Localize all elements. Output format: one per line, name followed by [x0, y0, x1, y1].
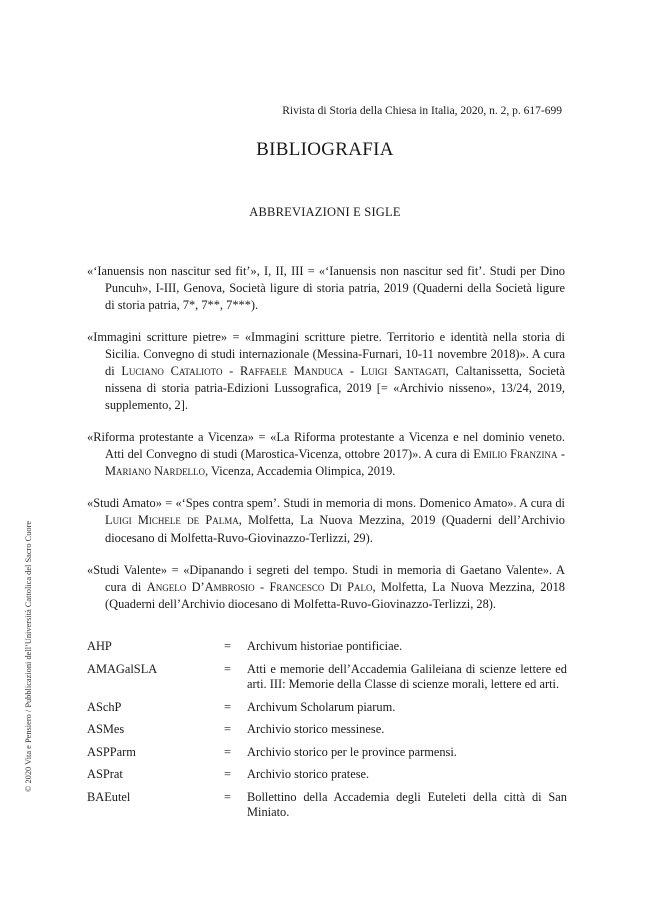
abbreviation-equals: =: [224, 744, 231, 759]
abbreviation-equals: =: [224, 639, 231, 653]
entry-text: , Molfetta, La Nuova Mezzina, 2018 (Quaderni dell’Archivio diocesano di Molfetta-Ruvo-Giovinazzo-Terlizzi, 28).: [105, 580, 566, 612]
abbreviation-row: [87, 722, 567, 738]
entry-text: , Caltanissetta, Società nissena di storia patria-Edizioni Lussografica, 2019 [= «Archivio nisseno», 13/24, 2019, supplemento, 2].: [105, 364, 565, 413]
abbreviation-key: ASPrat: [87, 767, 123, 781]
bibliography-entries: [87, 263, 565, 613]
entry-text: «Immagini scritture pietre» = «Immagini scritture pietre. Territorio e identità nella storia di Sicilia. Convegno di studi internazionale (Messina-Furnari, 10-11 novembre 2018)». A cura di: [87, 329, 565, 379]
abbreviation-key: ASchP: [87, 699, 122, 714]
abbreviation-value: Archivio storico messinese.: [247, 722, 385, 736]
abbreviation-list: [87, 639, 567, 828]
entry-editors: Luigi Michele de Palma: [105, 513, 239, 528]
abbreviation-key: AMAGalSLA: [87, 661, 158, 676]
abbreviation-row: [87, 662, 567, 693]
abbreviation-value: Archivum historiae pontificiae.: [247, 639, 403, 653]
abbreviation-equals: =: [224, 789, 231, 804]
entry-text: «‘Ianuensis non nascitur sed fit’», I, II, III = «‘Ianuensis non nascitur sed fit’. Studi per Dino Puncuh», I-III, Genova, Società ligure di storia patria, 2019 (Quaderni della Società ligure di storia patria, 7*, 7**, 7***).: [87, 264, 565, 313]
bibliography-entry: [87, 263, 565, 315]
abbreviation-equals: =: [224, 767, 231, 781]
abbreviation-value: Bollettino della Accademia degli Euteleti della città di San Miniato.: [247, 789, 567, 819]
bibliography-entry: [87, 562, 565, 614]
abbreviation-row: [87, 767, 567, 783]
abbreviation-equals: =: [224, 722, 231, 736]
entry-text: «Riforma protestante a Vicenza» = «La Riforma protestante a Vicenza e nel dominio veneto. Atti del Convegno di studi (Marostica-Vicenza, ottobre 2017)». A cura di: [87, 429, 565, 461]
abbreviation-row: [87, 639, 567, 655]
abbreviation-key: ASPParm: [87, 744, 136, 759]
entry-editors: Angelo D’Ambrosio - Francesco Di Palo: [146, 580, 373, 595]
bibliography-entry: [87, 429, 565, 481]
entry-text: «Studi Valente» = «Dipanando i segreti del tempo. Studi in memoria di Gaetano Valente». A cura di: [87, 562, 565, 595]
page-title: BIBLIOGRAFIA: [256, 139, 394, 160]
entry-editors: Emilio Franzina - Mariano Nardello: [105, 446, 565, 479]
abbreviation-key: BAEutel: [87, 789, 131, 804]
entry-editors: Luciano Catalioto - Raffaele Manduca - Luigi Santagati: [121, 364, 446, 379]
entry-text: «Studi Amato» = «‘Spes contra spem’. Studi in memoria di mons. Domenico Amato». A cura di: [87, 496, 565, 511]
abbreviation-equals: =: [224, 661, 231, 676]
section-title: ABBREVIAZIONI E SIGLE: [249, 205, 401, 219]
abbreviation-row: [87, 700, 567, 716]
abbreviation-row: [87, 745, 567, 761]
entry-text: , Vicenza, Accademia Olimpica, 2019.: [205, 464, 396, 479]
abbreviation-value: Archivio storico pratese.: [247, 767, 370, 781]
abbreviation-equals: =: [224, 699, 231, 714]
running-header: Rivista di Storia della Chiesa in Italia, 2020, n. 2, p. 617-699: [282, 105, 562, 117]
abbreviation-key: ASMes: [87, 722, 125, 736]
abbreviation-row: [87, 790, 567, 821]
bibliography-entry: [87, 495, 565, 547]
abbreviation-value: Atti e memorie dell’Accademia Galileiana di scienze lettere ed arti. III: Memorie della Classe di scienze morali, lettere ed arti.: [247, 661, 567, 691]
abbreviation-value: Archivum Scholarum piarum.: [247, 699, 396, 714]
copyright-notice: © 2020 Vita e Pensiero / Pubblicazioni dell’Università Cattolica del Sacro Cuore: [24, 520, 33, 792]
abbreviation-key: AHP: [87, 639, 112, 653]
bibliography-entry: [87, 329, 565, 415]
entry-text: , Molfetta, La Nuova Mezzina, 2019 (Quaderni dell’Archivio diocesano di Molfetta-Ruvo-Giovinazzo-Terlizzi, 29).: [105, 513, 565, 545]
abbreviation-value: Archivio storico per le province parmensi.: [247, 744, 457, 759]
